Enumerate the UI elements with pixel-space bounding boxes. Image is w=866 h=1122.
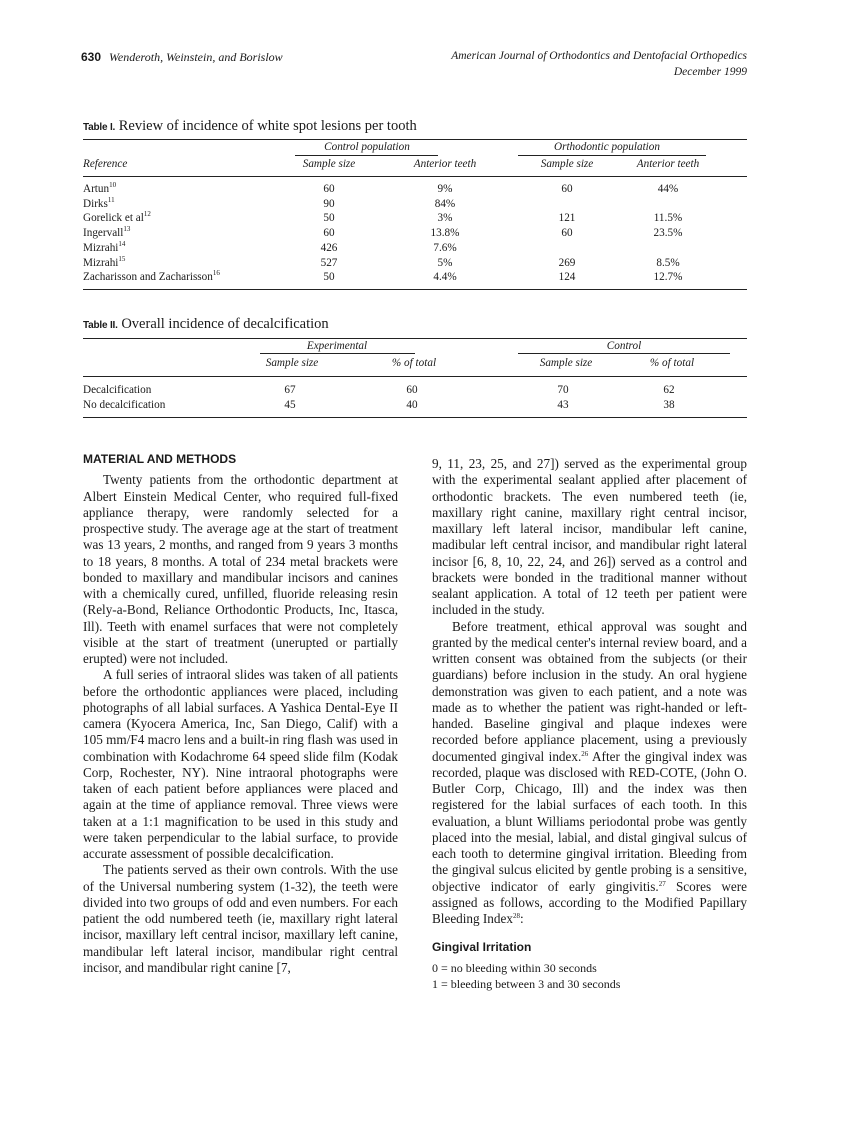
control-anterior: 4.4% <box>433 271 457 284</box>
ctrl-pct: 38 <box>663 398 675 411</box>
control-sample-size: 527 <box>320 256 338 269</box>
table-1-header-rule <box>83 176 747 177</box>
reference-name: Mizrahi <box>83 241 119 254</box>
table-1-label: Table I. <box>83 122 116 133</box>
subheading: Gingival Irritation <box>432 940 532 955</box>
citation-ref: 12 <box>143 210 151 219</box>
control-sample-size: 426 <box>320 241 338 254</box>
paragraph: 9, 11, 23, 25, and 27]) served as the experimental group with the experimental sealant applied after placement of orthodontic brackets. The even numbered teeth (ie, maxillary right canine, maxillary right central incisor, maxillary left lateral incisor, mandibular left canine, madibular left central incisor, and mandibular right lateral incisor [6, 8, 10, 22, 24, and 26]) served as a control and brackets were bonded in the traditional manner without sealant application. A total of 12 teeth per patient were included in the study. <box>432 456 747 618</box>
citation-ref: 14 <box>118 239 126 248</box>
exp-pct: 60 <box>406 384 418 396</box>
citation-ref: 16 <box>212 269 220 278</box>
citation-ref: 15 <box>118 254 126 263</box>
control-sample-size: 60 <box>323 227 335 240</box>
control-anterior: 9% <box>437 183 453 195</box>
left-column <box>83 451 398 976</box>
table-2-col-exp-pct: % of total <box>391 357 437 369</box>
paragraph: A full series of intraoral slides was taken of all patients before the orthodontic appliances were placed, including photographs of all labial surfaces. A Yashica Dental-Eye II camera (Kyocera America, Inc, San Diego, Calif) with a 105 mm/F4 macro lens and a built-in ring flash was used in combination with Kodachrome 64 speed slide film (Kodak Corp, Rochester, NY). Nine intraoral photographs were taken of each patient before appliances were placed and again at the time of appliance removal. Three views were taken at a 1:1 magnification to be used in this study and were taken perpendicular to the labial surface, to provide accurate assessment of possible decalcification. <box>83 667 398 861</box>
table-2-group-rule-experimental <box>260 353 415 354</box>
table-2-col-ctrl-pct: % of total <box>649 357 695 369</box>
table-2-header-rule <box>83 376 747 377</box>
control-anterior: 7.6% <box>433 241 457 254</box>
issue-date: December 1999 <box>673 66 747 78</box>
citation-ref: 27 <box>658 879 666 888</box>
ortho-sample-size: 269 <box>558 256 576 269</box>
control-sample-size: 60 <box>323 183 335 195</box>
table-1-title: Review of incidence of white spot lesions per tooth <box>118 118 417 134</box>
exp-sample-size: 45 <box>284 398 296 411</box>
ctrl-sample-size: 43 <box>557 398 569 411</box>
table-2-bottom-rule <box>83 417 747 418</box>
ctrl-pct: 62 <box>663 384 675 396</box>
ortho-anterior: 12.7% <box>653 271 683 284</box>
paragraph <box>432 619 747 928</box>
control-anterior: 13.8% <box>430 227 460 240</box>
citation-ref: 11 <box>107 195 115 204</box>
paragraph-text: Before treatment, ethical approval was sought and granted by the medical center's internal review board, and a written consent was obtained from the subjects (or their guardians) before inclusion in the study. An oral hygiene demonstration was given to each patient, and a note was made as to whether the patient was right-handed or left-handed. Baseline gingival and plaque indexes were recorded before appliance placement, using a previously documented gingival index. <box>432 618 747 764</box>
paragraph: The patients served as their own controls. With the use of the Universal numbering system (1-32), the teeth were divided into two groups of odd and even numbers. For each patient the odd numbered teeth (ie, maxillary right lateral incisor, maxillary left central incisor, maxillary left canine, mandibular left lateral incisor, mandibular right central incisor, and mandibular right canine [7, <box>83 862 398 975</box>
citation-ref: 10 <box>109 181 117 189</box>
table-1-group-orthodontic: Orthodontic population <box>554 141 660 153</box>
ortho-anterior: 23.5% <box>653 227 683 240</box>
section-heading: MATERIAL AND METHODS <box>83 452 237 466</box>
reference-name: Zacharisson and Zacharisson <box>83 271 213 284</box>
reference-name: Gorelick et al <box>83 212 144 225</box>
control-sample-size: 50 <box>323 212 335 225</box>
journal-title: American Journal of Orthodontics and Dentofacial Orthopedics <box>451 50 747 62</box>
table-1-group-rule-orthodontic <box>518 155 706 156</box>
paragraph-text: After the gingival index was recorded, plaque was disclosed with RED-COTE, (John O. Butler Corp, Chicago, Ill) and the index was then registered for the labial surfaces of each tooth. In this evaluation, a blunt Williams periodontal probe was gently placed into the mesial, labial, and distal gingival sulcus of each tooth to determine gingival irritation. Bleeding from the gingival sulcus elicited by gentle probing is a sensitive, objective indicator of early gingivitis. <box>432 748 747 894</box>
table-2-title: Overall incidence of decalcification <box>121 316 329 332</box>
ctrl-sample-size: 70 <box>557 384 569 396</box>
table-1-col-ortho-size: Sample size <box>540 158 594 170</box>
running-authors: Wenderoth, Weinstein, and Borislow <box>109 50 283 64</box>
paragraph-text: : <box>519 911 524 926</box>
right-column <box>432 456 747 992</box>
control-anterior: 5% <box>437 256 453 269</box>
table-2-label: Table II. <box>83 320 118 331</box>
table-1-col-control-anterior: Anterior teeth <box>413 158 477 170</box>
table-1-group-rule-control <box>295 155 438 156</box>
ortho-anterior: 11.5% <box>653 212 683 225</box>
table-2-caption <box>83 316 329 333</box>
table-1-col-ortho-anterior: Anterior teeth <box>636 158 700 170</box>
row-label: No decalcification <box>83 398 166 411</box>
exp-pct: 40 <box>406 398 418 411</box>
row-label: Decalcification <box>83 384 152 396</box>
control-anterior: 3% <box>437 212 453 225</box>
control-anterior: 84% <box>434 197 456 210</box>
table-1-caption <box>83 118 417 135</box>
table-2-col-exp-size: Sample size <box>265 357 319 369</box>
paragraph: Twenty patients from the orthodontic department at Albert Einstein Medical Center, who required full-fixed appliance therapy, were randomly selected for a prospective study. The average age at the start of treatment was 13 years, 2 months, and ranged from 9 years 3 months to 18 years, 8 months. A total of 234 metal brackets were bonded to maxillary and mandibular incisors and canines with a chemically cured, unfilled, fluoride releasing resin (Rely-a-Bond, Reliance Orthodontic Products, Inc, Itasca, Ill). Teeth with enamel surfaces that were not completely visible at the start of treatment (unerupted or partially erupted) were not included. <box>83 472 398 666</box>
paragraph-text: Scores were assigned as follows, according to the Modified Papillary Bleeding Index <box>432 878 747 926</box>
citation-ref: 13 <box>123 225 131 234</box>
ortho-sample-size: 124 <box>558 271 576 284</box>
table-1-top-rule <box>83 139 747 140</box>
ortho-anterior: 8.5% <box>656 256 680 269</box>
ortho-sample-size: 60 <box>561 227 573 240</box>
table-2-col-ctrl-size: Sample size <box>539 357 593 369</box>
control-sample-size: 90 <box>323 197 335 210</box>
table-2-group-rule-control <box>518 353 730 354</box>
exp-sample-size: 67 <box>284 384 296 396</box>
score-item: 1 = bleeding between 3 and 30 seconds <box>432 976 621 991</box>
table-2-group-control: Control <box>606 339 642 352</box>
table-2-top-rule <box>83 338 747 339</box>
table-2-group-experimental: Experimental <box>306 339 368 352</box>
reference-name: Dirks <box>83 197 108 210</box>
control-sample-size: 50 <box>323 271 335 284</box>
table-1-col-control-size: Sample size <box>302 158 356 170</box>
ortho-sample-size: 60 <box>561 183 573 195</box>
score-item: 0 = no bleeding within 30 seconds <box>432 960 597 975</box>
ortho-sample-size: 121 <box>558 212 576 225</box>
reference-name: Ingervall <box>83 227 124 240</box>
ortho-anterior: 44% <box>657 183 679 195</box>
table-1-col-reference: Reference <box>83 158 128 170</box>
citation-ref: 28 <box>512 912 520 920</box>
reference-name: Artun <box>83 183 110 195</box>
table-1-group-control: Control population <box>324 141 410 153</box>
citation-ref: 26 <box>581 749 589 758</box>
reference-name: Mizrahi <box>83 256 119 269</box>
table-1-bottom-rule <box>83 289 747 290</box>
page-number: 630 <box>81 50 102 64</box>
